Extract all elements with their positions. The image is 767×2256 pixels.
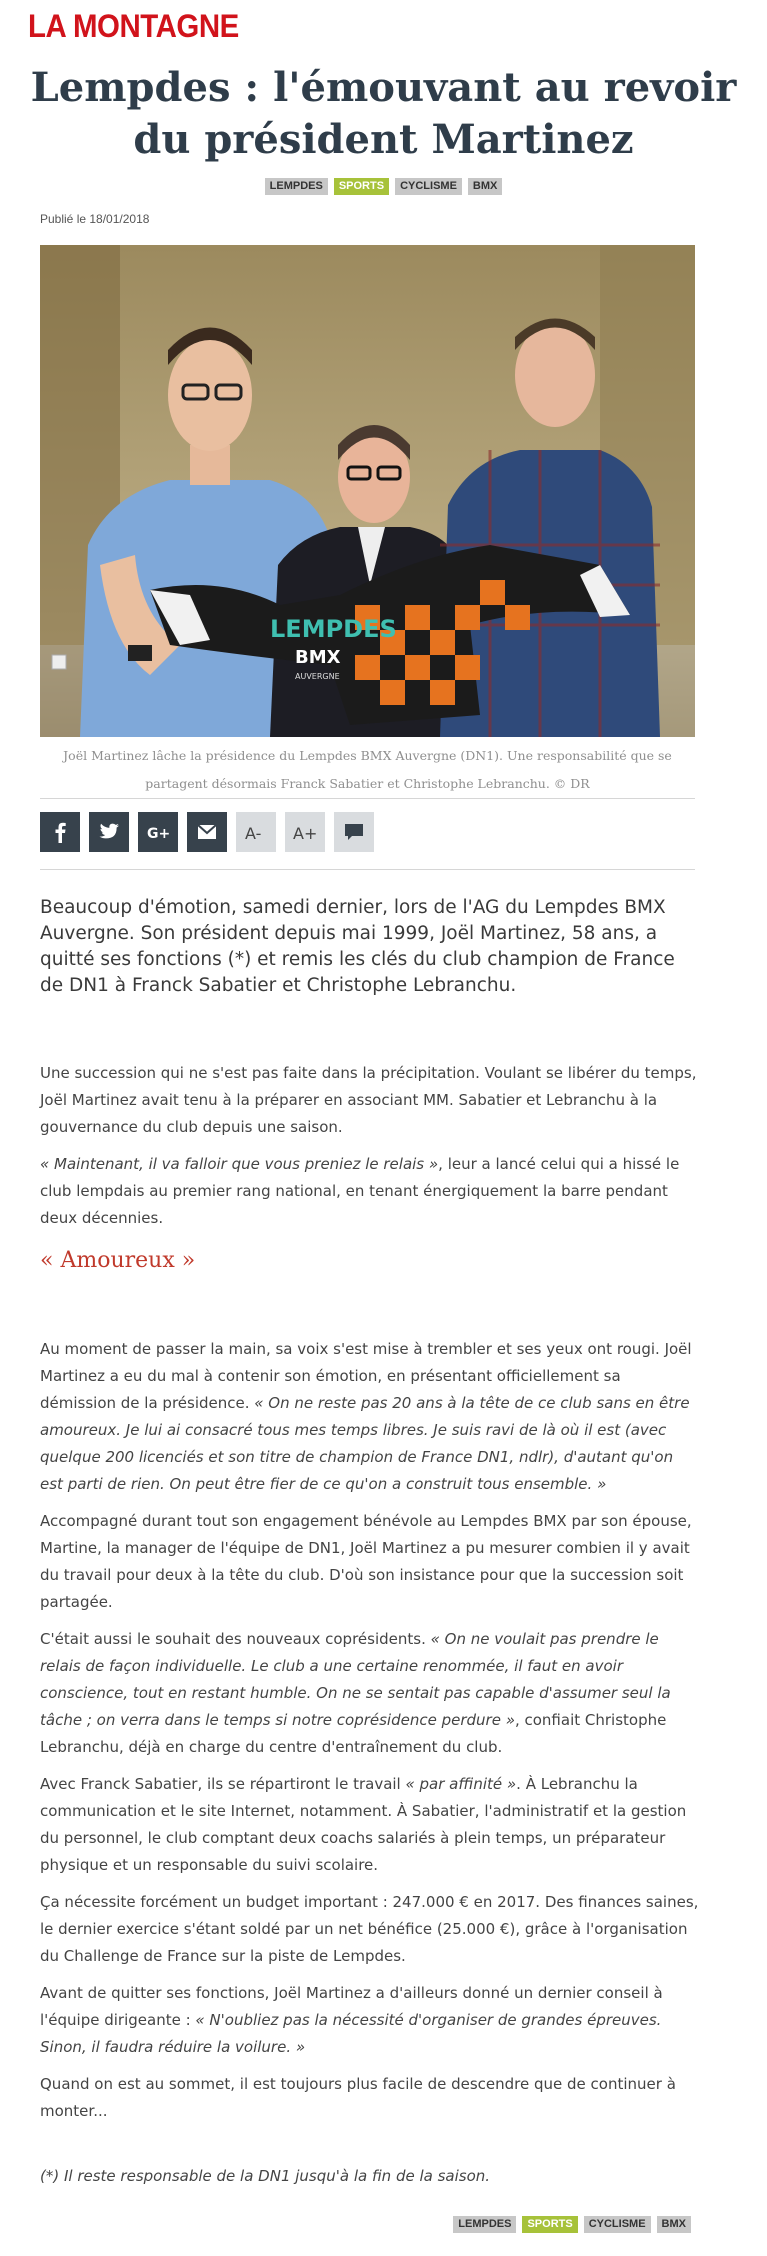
email-icon (187, 812, 227, 852)
google-plus-share-button[interactable] (138, 812, 178, 852)
facebook-share-button[interactable] (40, 812, 80, 852)
subheading: « Amoureux » (40, 1248, 196, 1273)
paragraph-text: Au moment de passer la main, sa voix s'est mise à trembler et ses yeux ont rougi. Joël Martinez a eu du mal à contenir son émotion, en présentant officiellement sa démission de la présidence. (40, 1340, 692, 1412)
twitter-share-button[interactable] (89, 812, 129, 852)
paragraph (40, 1336, 700, 1498)
jersey-text-lempdes: LEMPDES (270, 615, 397, 643)
quote: « N'oubliez pas la nécessité d'organiser de grandes épreuves. Sinon, il faudra réduire la voilure. » (40, 2011, 662, 2056)
tag-sports[interactable]: SPORTS (334, 178, 389, 195)
tag-list-top (0, 178, 767, 195)
svg-text:A-: A- (245, 824, 262, 843)
paragraph: Ça nécessite forcément un budget important : 247.000 € en 2017. Des finances saines, le dernier exercice s'étant soldé par un net bénéfice (25.000 €), grâce à l'organisation du Challenge de France sur la piste de Lempdes. (40, 1893, 699, 1965)
article-lead: Beaucoup d'émotion, samedi dernier, lors de l'AG du Lempdes BMX Auvergne. Son président depuis mai 1999, Joël Martinez, 58 ans, a quitté ses fonctions (*) et remis les clés du club champion de France de DN1 à Franck Sabatier et Christophe Lebranchu. (40, 897, 675, 996)
publish-date: Publié le 18/01/2018 (40, 212, 150, 226)
tag-cyclisme[interactable]: CYCLISME (584, 2216, 651, 2233)
divider-top (40, 798, 695, 799)
article-body-part-1 (40, 1060, 700, 1242)
paragraph: Quand on est au sommet, il est toujours plus facile de descendre que de continuer à monter... (40, 2075, 676, 2120)
quote: « par affinité » (405, 1775, 517, 1793)
tag-sports[interactable]: SPORTS (522, 2216, 577, 2233)
svg-text:G+: G+ (147, 826, 171, 842)
tag-lempdes[interactable]: LEMPDES (265, 178, 328, 195)
site-logo[interactable]: LA MONTAGNE (28, 8, 239, 44)
paragraph (40, 1151, 700, 1232)
paragraph: Accompagné durant tout son engagement bénévole au Lempdes BMX par son épouse, Martine, la manager de l'équipe de DN1, Joël Martinez a pu mesurer combien il y avait du travail pour deux à la tête du club. D'où son insistance pour que la succession soit partagée. (40, 1512, 692, 1611)
paragraph-text: Avant de quitter ses fonctions, Joël Martinez a d'ailleurs donné un dernier conseil à l'équipe dirigeante : (40, 1984, 663, 2029)
font-decrease-button[interactable] (236, 812, 276, 852)
article-body-part-2 (40, 1336, 700, 2135)
svg-text:A+: A+ (293, 824, 318, 843)
tag-bmx[interactable]: BMX (468, 178, 502, 195)
article-title: Lempdes : l'émouvant au revoir du président Martinez (30, 64, 737, 163)
comment-button[interactable] (334, 812, 374, 852)
paragraph (40, 1626, 700, 1761)
share-toolbar (40, 812, 383, 852)
quote: « On ne voulait pas prendre le relais de façon individuelle. Le club a une certaine renommée, il faut en avoir conscience, tout en restant humble. On ne se sentait pas capable d'assumer seul la tâche ; on verra dans le temps si notre coprésidence perdure » (40, 1630, 671, 1729)
paragraph: Une succession qui ne s'est pas faite dans la précipitation. Voulant se libérer du temps, Joël Martinez avait tenu à la préparer en associant MM. Sabatier et Lebranchu à la gouvernance du club depuis une saison. (40, 1064, 697, 1136)
google-plus-icon (138, 812, 178, 852)
tag-list-bottom (450, 2216, 694, 2233)
tag-lempdes[interactable]: LEMPDES (453, 2216, 516, 2233)
quote: « On ne reste pas 20 ans à la tête de ce club sans en être amoureux. Je lui ai consacré tous mes temps libres. Je suis ravi de là où il est (avec quelque 200 licenciés et son titre de champion de France DN1, ndlr), d'autant qu'on est parti de rien. On peut être fier de ce qu'on a construit tous ensemble. » (40, 1394, 690, 1493)
paragraph (40, 1980, 700, 2061)
paragraph (40, 1771, 700, 1879)
facebook-icon (40, 812, 80, 852)
photo-caption: Joël Martinez lâche la présidence du Lempdes BMX Auvergne (DN1). Une responsabilité que se partagent désormais Franck Sabatier et Christophe Lebranchu. © DR (63, 748, 672, 791)
photo-illustration (40, 245, 695, 737)
paragraph-text: , confiait Christophe Lebranchu, déjà en charge du centre d'entraînement du club. (40, 1711, 667, 1756)
comment-icon (334, 812, 374, 852)
tag-bmx[interactable]: BMX (657, 2216, 691, 2233)
quote: « Maintenant, il va falloir que vous preniez le relais » (40, 1155, 439, 1173)
font-increase-icon (285, 812, 325, 852)
tag-cyclisme[interactable]: CYCLISME (395, 178, 462, 195)
jersey-text-bmx: BMX (295, 647, 341, 668)
paragraph-text: Avec Franck Sabatier, ils se répartiront le travail (40, 1775, 406, 1793)
twitter-icon (89, 812, 129, 852)
font-decrease-icon (236, 812, 276, 852)
font-increase-button[interactable] (285, 812, 325, 852)
paragraph-text: C'était aussi le souhait des nouveaux coprésidents. (40, 1630, 431, 1648)
footnote: (*) Il reste responsable de la DN1 jusqu'à la fin de la saison. (40, 2167, 491, 2185)
article-photo[interactable] (40, 245, 695, 737)
paragraph-text: . À Lebranchu la communication et le site Internet, notamment. À Sabatier, l'administratif et la gestion du personnel, le club comptant deux coachs salariés à plein temps, un préparateur physique et un responsable du suivi scolaire. (40, 1775, 687, 1874)
jersey-text-auvergne: AUVERGNE (295, 672, 340, 681)
paragraph-text: , leur a lancé celui qui a hissé le club lempdais au premier rang national, en tenant énergiquement la barre pendant deux décennies. (40, 1155, 680, 1227)
divider-bottom (40, 869, 695, 870)
email-share-button[interactable] (187, 812, 227, 852)
